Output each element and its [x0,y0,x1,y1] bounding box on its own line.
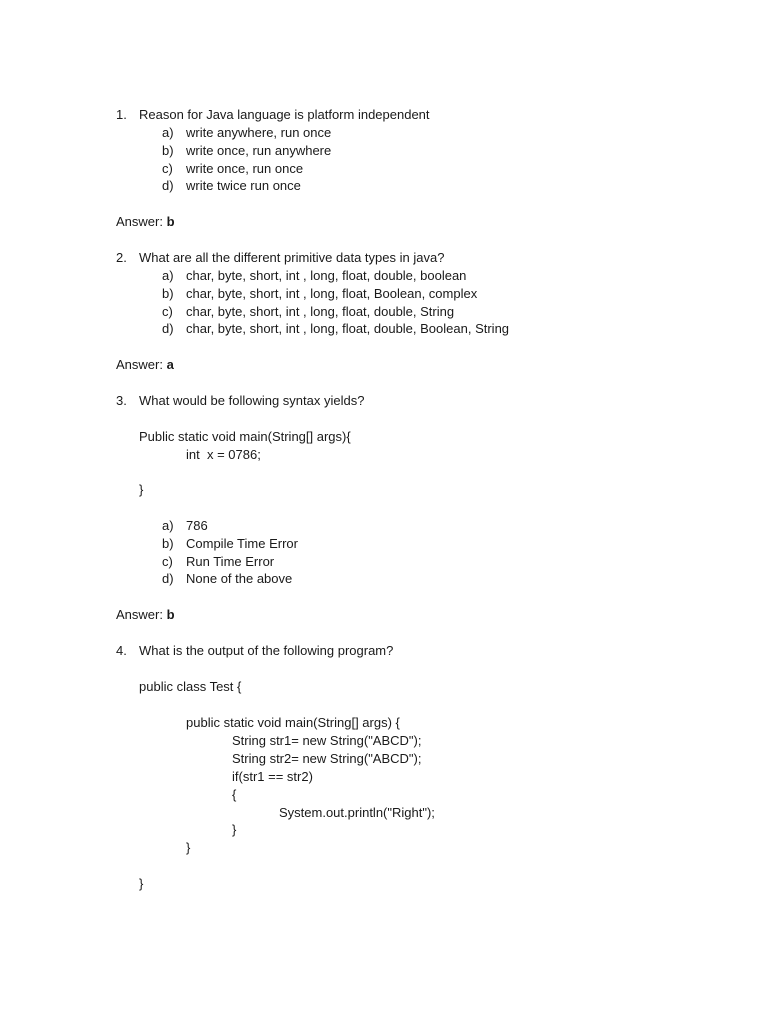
question-1-option-d-letter: d) [162,178,174,193]
answer-value: a [166,357,174,372]
question-3-option-c-letter: c) [162,554,173,569]
question-2-option-b-letter: b) [162,286,174,301]
question-3-option-c-text: Run Time Error [186,554,275,569]
question-4-code-line: { [232,787,237,802]
question-3-option-b-text: Compile Time Error [186,536,298,551]
answer-value: b [166,214,175,229]
question-1-option-a-letter: a) [162,125,174,140]
question-2-number: 2. [116,250,127,265]
question-2-text: What are all the different primitive data types in java? [139,250,445,265]
question-1-answer [116,213,175,231]
question-4-code-line: } [139,876,144,891]
question-2-option-c-letter: c) [162,304,173,319]
answer-label: Answer: [116,357,167,372]
question-2-option-a-text: char, byte, short, int , long, float, double, boolean [186,268,467,283]
question-4-text: What is the output of the following program? [139,643,394,658]
question-4-code-line: System.out.println("Right"); [279,805,435,820]
question-1-option-c-letter: c) [162,161,173,176]
question-2-option-a-letter: a) [162,268,174,283]
question-1-option-d-text: write twice run once [186,178,301,193]
answer-value: b [166,607,175,622]
question-1-option-a-text: write anywhere, run once [186,125,332,140]
question-3-option-d-text: None of the above [186,571,293,586]
question-3-code-line: int x = 0786; [186,447,261,462]
question-3-code-line: Public static void main(String[] args){ [139,429,351,444]
question-4-code-line: public static void main(String[] args) { [186,715,400,730]
question-4-code-line: } [186,840,191,855]
question-2-answer [116,356,174,374]
question-3-option-a-text: 786 [186,518,208,533]
question-4-number: 4. [116,643,127,658]
question-3-number: 3. [116,393,127,408]
answer-label: Answer: [116,607,167,622]
question-3-text: What would be following syntax yields? [139,393,365,408]
question-3-option-d-letter: d) [162,571,174,586]
question-4-code-line: if(str1 == str2) [232,769,313,784]
question-2-option-d-text: char, byte, short, int , long, float, double, Boolean, String [186,321,510,336]
question-3-option-a-letter: a) [162,518,174,533]
question-3-answer [116,606,175,624]
answer-label: Answer: [116,214,167,229]
question-4-code-line: String str2= new String("ABCD"); [232,751,422,766]
question-2-option-d-letter: d) [162,321,174,336]
question-1-text: Reason for Java language is platform independent [139,107,430,122]
question-4-code-line: String str1= new String("ABCD"); [232,733,422,748]
question-3-code-line: } [139,482,144,497]
question-4-code-line: } [232,822,237,837]
question-1-number: 1. [116,107,127,122]
question-4-code-line: public class Test { [139,679,242,694]
question-1-option-c-text: write once, run once [186,161,304,176]
question-3-option-b-letter: b) [162,536,174,551]
question-1-option-b-letter: b) [162,143,174,158]
question-1-option-b-text: write once, run anywhere [186,143,332,158]
question-2-option-b-text: char, byte, short, int , long, float, Boolean, complex [186,286,478,301]
question-2-option-c-text: char, byte, short, int , long, float, double, String [186,304,455,319]
